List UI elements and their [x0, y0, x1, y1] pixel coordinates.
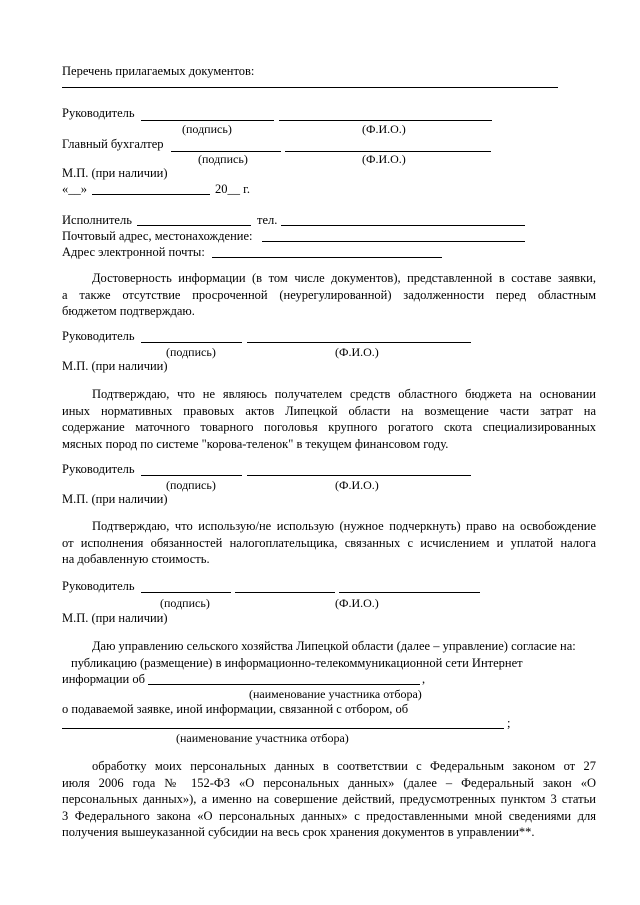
- postal-address-line[interactable]: [262, 241, 525, 242]
- head-name-line[interactable]: [247, 342, 471, 343]
- email-label: Адрес электронной почты:: [62, 245, 205, 259]
- head-signature-line[interactable]: [141, 342, 242, 343]
- postal-address-label: Почтовый адрес, местонахождение:: [62, 229, 253, 243]
- head-label: Руководитель: [62, 106, 135, 120]
- semicolon: ;: [507, 716, 511, 730]
- not-recipient-paragraph: Подтверждаю, что не являюсь получателем средств областного бюджета на основании иных нормативных правовых актов Липецкой области на возмещение части затрат на содержание маточного товарного поголовья крупного рогатого скота специализированных мясных пород по системе "корова-теленок" в текущем финансовом году.: [62, 387, 596, 451]
- publication-consent: публикацию (размещение) в информационно-телекоммуникационной сети Интернет: [71, 656, 523, 670]
- stamp-label: М.П. (при наличии): [62, 611, 168, 625]
- stamp-label: М.П. (при наличии): [62, 166, 168, 180]
- comma: ,: [422, 672, 426, 686]
- reliability-paragraph: Достоверность информации (в том числе документов), представленной в составе заявки, а также отсутствие просроченной (неурегулированной) задолженности перед областным бюджетом подтверждаю.: [62, 271, 596, 318]
- head-label: Руководитель: [62, 462, 135, 476]
- head-name-line[interactable]: [247, 475, 471, 476]
- signature-caption: (подпись): [166, 345, 216, 359]
- head-label: Руководитель: [62, 329, 135, 343]
- attached-docs-line[interactable]: [62, 87, 558, 88]
- chief-accountant-label: Главный бухгалтер: [62, 137, 164, 151]
- signature-caption: (подпись): [198, 152, 248, 166]
- head-signature-line[interactable]: [141, 592, 231, 593]
- info-about-label: информации об: [62, 672, 145, 686]
- date-year: 20__ г.: [215, 182, 250, 196]
- attached-docs-title: Перечень прилагаемых документов:: [62, 64, 255, 78]
- fio-caption: (Ф.И.О.): [362, 152, 406, 166]
- signature-caption: (подпись): [160, 596, 210, 610]
- participant-caption-2: (наименование участника отбора): [176, 731, 349, 745]
- vat-exemption-paragraph: Подтверждаю, что использую/не использую (нужное подчеркнуть) право на освобождение от исполнения обязанностей налогоплательщика, связанных с исчислением и уплатой налога на добавленную стоимость.: [62, 519, 596, 566]
- email-line[interactable]: [212, 257, 442, 258]
- fio-caption: (Ф.И.О.): [362, 122, 406, 136]
- head-name-line-a[interactable]: [235, 592, 335, 593]
- date-day: «__»: [62, 182, 87, 196]
- date-month-line[interactable]: [92, 194, 210, 195]
- fio-caption: (Ф.И.О.): [335, 596, 379, 610]
- executor-line[interactable]: [137, 225, 251, 226]
- head-signature-line[interactable]: [141, 120, 274, 121]
- signature-caption: (подпись): [182, 122, 232, 136]
- consent-intro: Даю управлению сельского хозяйства Липецкой области (далее – управление) согласие на:: [92, 639, 576, 653]
- phone-line[interactable]: [281, 225, 525, 226]
- executor-label: Исполнитель: [62, 213, 132, 227]
- participant-caption: (наименование участника отбора): [249, 687, 422, 701]
- fio-caption: (Ф.И.О.): [335, 478, 379, 492]
- participant-name-line[interactable]: [148, 684, 420, 685]
- about-application-label: о подаваемой заявке, иной информации, связанной с отбором, об: [62, 702, 409, 716]
- fio-caption: (Ф.И.О.): [335, 345, 379, 359]
- stamp-label: М.П. (при наличии): [62, 492, 168, 506]
- head-label: Руководитель: [62, 579, 135, 593]
- signature-caption: (подпись): [166, 478, 216, 492]
- head-signature-line[interactable]: [141, 475, 242, 476]
- head-name-line[interactable]: [279, 120, 492, 121]
- stamp-label: М.П. (при наличии): [62, 359, 168, 373]
- personal-data-paragraph: обработку моих персональных данных в соответствии с Федеральным законом от 27 июля 2006 года № 152-ФЗ «О персональных данных» (далее – Федеральный закон «О персональных данных»), а именно на совершение действий, предусмотренных пунктом 3 статьи 3 Федерального закона «О персональных данных» с предоставленными мной сведениями для получения вышеуказанной субсидии на весь срок хранения документов в управлении**.: [62, 759, 596, 839]
- head-name-line-b[interactable]: [339, 592, 480, 593]
- phone-label: тел.: [257, 213, 278, 227]
- participant-name-line-2[interactable]: [62, 728, 504, 729]
